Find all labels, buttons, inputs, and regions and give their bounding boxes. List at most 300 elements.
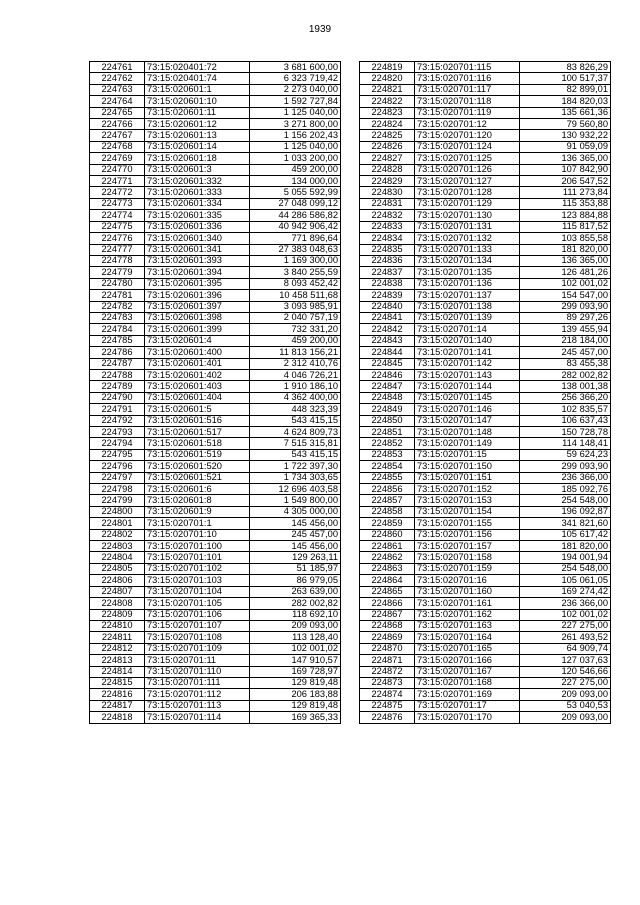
- amount: 1 549 800,00: [250, 495, 341, 506]
- cadastral-number: 73:15:020701:159: [415, 563, 520, 574]
- amount: 150 728,78: [520, 427, 611, 438]
- amount: 83 826,29: [520, 62, 611, 73]
- cadastral-number: 73:15:020701:147: [415, 415, 520, 426]
- row-number: 224866: [360, 598, 415, 609]
- row-number: 224864: [360, 575, 415, 586]
- row-number: 224791: [90, 404, 145, 415]
- table-row: [90, 107, 341, 118]
- row-number: 224807: [90, 586, 145, 597]
- cadastral-number: 73:15:020601:401: [145, 358, 250, 369]
- amount: 4 624 809,73: [250, 427, 341, 438]
- row-number: 224813: [90, 655, 145, 666]
- row-number: 224825: [360, 130, 415, 141]
- amount: 209 093,00: [520, 712, 611, 723]
- amount: 459 200,00: [250, 335, 341, 346]
- row-number: 224786: [90, 347, 145, 358]
- table-row: [360, 392, 611, 403]
- row-number: 224809: [90, 609, 145, 620]
- amount: 89 297,26: [520, 312, 611, 323]
- cadastral-number: 73:15:020601:10: [145, 96, 250, 107]
- table-row: [90, 427, 341, 438]
- row-number: 224785: [90, 335, 145, 346]
- amount: 102 001,02: [520, 278, 611, 289]
- row-number: 224788: [90, 369, 145, 380]
- amount: 27 383 048,63: [250, 244, 341, 255]
- cadastral-number: 73:15:020701:124: [415, 141, 520, 152]
- table-row: [360, 96, 611, 107]
- row-number: 224871: [360, 655, 415, 666]
- amount: 4 362 400,00: [250, 392, 341, 403]
- row-number: 224856: [360, 484, 415, 495]
- row-number: 224781: [90, 290, 145, 301]
- table-row: [90, 632, 341, 643]
- cadastral-number: 73:15:020701:144: [415, 381, 520, 392]
- cadastral-number: 73:15:020701:151: [415, 472, 520, 483]
- table-row: [360, 404, 611, 415]
- table-row: [360, 449, 611, 460]
- table-row: [90, 506, 341, 517]
- table-row: [360, 141, 611, 152]
- row-number: 224824: [360, 119, 415, 130]
- row-number: 224810: [90, 620, 145, 631]
- amount: 1 169 300,00: [250, 255, 341, 266]
- row-number: 224873: [360, 677, 415, 688]
- row-number: 224874: [360, 689, 415, 700]
- table-row: [90, 586, 341, 597]
- cadastral-number: 73:15:020601:397: [145, 301, 250, 312]
- amount: 83 455,38: [520, 358, 611, 369]
- cadastral-number: 73:15:020601:5: [145, 404, 250, 415]
- cadastral-number: 73:15:020601:341: [145, 244, 250, 255]
- row-number: 224811: [90, 632, 145, 643]
- table-row: [90, 575, 341, 586]
- table-row: [90, 518, 341, 529]
- amount: 147 910,57: [250, 655, 341, 666]
- amount: 341 821,60: [520, 518, 611, 529]
- table-row: [90, 472, 341, 483]
- amount: 299 093,90: [520, 461, 611, 472]
- row-number: 224836: [360, 255, 415, 266]
- row-number: 224771: [90, 176, 145, 187]
- cadastral-number: 73:15:020701:140: [415, 335, 520, 346]
- row-number: 224875: [360, 700, 415, 711]
- row-number: 224805: [90, 563, 145, 574]
- cadastral-number: 73:15:020601:520: [145, 461, 250, 472]
- table-row: [360, 290, 611, 301]
- row-number: 224774: [90, 210, 145, 221]
- amount: 129 819,48: [250, 700, 341, 711]
- amount: 282 002,82: [250, 598, 341, 609]
- cadastral-number: 73:15:020701:150: [415, 461, 520, 472]
- row-number: 224820: [360, 73, 415, 84]
- row-number: 224792: [90, 415, 145, 426]
- amount: 107 842,90: [520, 164, 611, 175]
- table-row: [360, 130, 611, 141]
- table-row: [360, 107, 611, 118]
- amount: 194 001,94: [520, 552, 611, 563]
- cadastral-number: 73:15:020701:155: [415, 518, 520, 529]
- amount: 282 002,82: [520, 369, 611, 380]
- amount: 102 001,02: [250, 643, 341, 654]
- amount: 543 415,15: [250, 415, 341, 426]
- row-number: 224848: [360, 392, 415, 403]
- amount: 100 517,37: [520, 73, 611, 84]
- cadastral-number: 73:15:020701:10: [145, 529, 250, 540]
- amount: 127 037,63: [520, 655, 611, 666]
- row-number: 224808: [90, 598, 145, 609]
- row-number: 224762: [90, 73, 145, 84]
- row-number: 224849: [360, 404, 415, 415]
- row-number: 224797: [90, 472, 145, 483]
- amount: 227 275,00: [520, 620, 611, 631]
- table-row: [360, 255, 611, 266]
- amount: 263 639,00: [250, 586, 341, 597]
- table-row: [360, 461, 611, 472]
- amount: 1 592 727,84: [250, 96, 341, 107]
- cadastral-number: 73:15:020701:141: [415, 347, 520, 358]
- amount: 10 458 511,68: [250, 290, 341, 301]
- amount: 181 820,00: [520, 244, 611, 255]
- cadastral-number: 73:15:020701:133: [415, 244, 520, 255]
- amount: 86 979,05: [250, 575, 341, 586]
- amount: 169 728,97: [250, 666, 341, 677]
- table-row: [90, 392, 341, 403]
- amount: 3 093 985,91: [250, 301, 341, 312]
- cadastral-number: 73:15:020701:103: [145, 575, 250, 586]
- amount: 3 271 800,00: [250, 119, 341, 130]
- amount: 196 092,87: [520, 506, 611, 517]
- cadastral-number: 73:15:020701:102: [145, 563, 250, 574]
- row-number: 224839: [360, 290, 415, 301]
- amount: 118 692,10: [250, 609, 341, 620]
- cadastral-number: 73:15:020701:1: [145, 518, 250, 529]
- row-number: 224775: [90, 221, 145, 232]
- table-row: [360, 495, 611, 506]
- amount: 105 617,42: [520, 529, 611, 540]
- table-row: [360, 563, 611, 574]
- row-number: 224821: [360, 84, 415, 95]
- amount: 245 457,00: [250, 529, 341, 540]
- table-row: [360, 586, 611, 597]
- row-number: 224783: [90, 312, 145, 323]
- table-row: [90, 712, 341, 723]
- row-number: 224826: [360, 141, 415, 152]
- table-row: [90, 552, 341, 563]
- table-row: [90, 233, 341, 244]
- table-row: [90, 73, 341, 84]
- cadastral-number: 73:15:020701:104: [145, 586, 250, 597]
- table-row: [90, 301, 341, 312]
- amount: 4 305 000,00: [250, 506, 341, 517]
- cadastral-number: 73:15:020601:399: [145, 324, 250, 335]
- row-number: 224876: [360, 712, 415, 723]
- cadastral-number: 73:15:020701:116: [415, 73, 520, 84]
- table-row: [360, 700, 611, 711]
- cadastral-number: 73:15:020601:18: [145, 153, 250, 164]
- cadastral-number: 73:15:020701:16: [415, 575, 520, 586]
- cadastral-number: 73:15:020601:396: [145, 290, 250, 301]
- row-number: 224869: [360, 632, 415, 643]
- cadastral-number: 73:15:020701:106: [145, 609, 250, 620]
- table-row: [90, 415, 341, 426]
- table-row: [90, 324, 341, 335]
- cadastral-number: 73:15:020701:166: [415, 655, 520, 666]
- right-table: [359, 61, 611, 724]
- amount: 105 061,05: [520, 575, 611, 586]
- table-row: [360, 233, 611, 244]
- table-row: [360, 609, 611, 620]
- table-row: [360, 73, 611, 84]
- row-number: 224795: [90, 449, 145, 460]
- row-number: 224798: [90, 484, 145, 495]
- row-number: 224855: [360, 472, 415, 483]
- cadastral-number: 73:15:020701:170: [415, 712, 520, 723]
- cadastral-number: 73:15:020701:112: [145, 689, 250, 700]
- row-number: 224846: [360, 369, 415, 380]
- row-number: 224778: [90, 255, 145, 266]
- row-number: 224793: [90, 427, 145, 438]
- table-row: [90, 655, 341, 666]
- row-number: 224859: [360, 518, 415, 529]
- cadastral-number: 73:15:020601:404: [145, 392, 250, 403]
- amount: 1 734 303,65: [250, 472, 341, 483]
- cadastral-number: 73:15:020701:125: [415, 153, 520, 164]
- table-row: [360, 438, 611, 449]
- amount: 299 093,90: [520, 301, 611, 312]
- cadastral-number: 73:15:020701:114: [145, 712, 250, 723]
- table-row: [360, 84, 611, 95]
- amount: 115 353,88: [520, 198, 611, 209]
- row-number: 224800: [90, 506, 145, 517]
- row-number: 224812: [90, 643, 145, 654]
- cadastral-number: 73:15:020601:394: [145, 267, 250, 278]
- cadastral-number: 73:15:020601:521: [145, 472, 250, 483]
- table-row: [360, 518, 611, 529]
- amount: 169 274,42: [520, 586, 611, 597]
- row-number: 224822: [360, 96, 415, 107]
- table-row: [360, 278, 611, 289]
- table-row: [360, 176, 611, 187]
- row-number: 224773: [90, 198, 145, 209]
- amount: 136 365,00: [520, 153, 611, 164]
- row-number: 224765: [90, 107, 145, 118]
- table-row: [90, 358, 341, 369]
- table-row: [90, 609, 341, 620]
- cadastral-number: 73:15:020601:4: [145, 335, 250, 346]
- amount: 12 696 403,58: [250, 484, 341, 495]
- row-number: 224865: [360, 586, 415, 597]
- amount: 236 366,00: [520, 472, 611, 483]
- table-row: [90, 529, 341, 540]
- table-row: [90, 598, 341, 609]
- table-row: [360, 381, 611, 392]
- cadastral-number: 73:15:020701:149: [415, 438, 520, 449]
- cadastral-number: 73:15:020701:145: [415, 392, 520, 403]
- cadastral-number: 73:15:020701:169: [415, 689, 520, 700]
- amount: 206 547,52: [520, 176, 611, 187]
- cadastral-number: 73:15:020701:153: [415, 495, 520, 506]
- cadastral-number: 73:15:020701:134: [415, 255, 520, 266]
- amount: 2 273 040,00: [250, 84, 341, 95]
- table-row: [360, 164, 611, 175]
- table-row: [90, 484, 341, 495]
- table-row: [90, 369, 341, 380]
- row-number: 224872: [360, 666, 415, 677]
- table-row: [360, 689, 611, 700]
- amount: 102 001,02: [520, 609, 611, 620]
- amount: 51 185,97: [250, 563, 341, 574]
- table-row: [90, 563, 341, 574]
- row-number: 224766: [90, 119, 145, 130]
- amount: 254 548,00: [520, 563, 611, 574]
- row-number: 224796: [90, 461, 145, 472]
- row-number: 224823: [360, 107, 415, 118]
- row-number: 224828: [360, 164, 415, 175]
- table-row: [90, 278, 341, 289]
- row-number: 224854: [360, 461, 415, 472]
- cadastral-number: 73:15:020701:126: [415, 164, 520, 175]
- table-row: [360, 677, 611, 688]
- amount: 209 093,00: [250, 620, 341, 631]
- cadastral-number: 73:15:020701:165: [415, 643, 520, 654]
- cadastral-number: 73:15:020701:135: [415, 267, 520, 278]
- amount: 114 148,41: [520, 438, 611, 449]
- table-row: [360, 632, 611, 643]
- table-row: [90, 96, 341, 107]
- table-row: [360, 358, 611, 369]
- amount: 732 331,20: [250, 324, 341, 335]
- cadastral-number: 73:15:020701:164: [415, 632, 520, 643]
- table-row: [90, 267, 341, 278]
- cadastral-number: 73:15:020601:518: [145, 438, 250, 449]
- cadastral-number: 73:15:020601:395: [145, 278, 250, 289]
- cadastral-number: 73:15:020701:108: [145, 632, 250, 643]
- table-row: [90, 221, 341, 232]
- cadastral-number: 73:15:020701:130: [415, 210, 520, 221]
- row-number: 224840: [360, 301, 415, 312]
- amount: 3 681 600,00: [250, 62, 341, 73]
- table-row: [360, 210, 611, 221]
- table-row: [90, 290, 341, 301]
- cadastral-number: 73:15:020701:139: [415, 312, 520, 323]
- cadastral-number: 73:15:020701:119: [415, 107, 520, 118]
- cadastral-number: 73:15:020701:111: [145, 677, 250, 688]
- amount: 261 493,52: [520, 632, 611, 643]
- amount: 2 040 757,19: [250, 312, 341, 323]
- table-row: [360, 655, 611, 666]
- amount: 40 942 906,42: [250, 221, 341, 232]
- table-row: [360, 198, 611, 209]
- cadastral-number: 73:15:020701:110: [145, 666, 250, 677]
- row-number: 224819: [360, 62, 415, 73]
- amount: 227 275,00: [520, 677, 611, 688]
- row-number: 224844: [360, 347, 415, 358]
- cadastral-number: 73:15:020601:1: [145, 84, 250, 95]
- table-row: [360, 506, 611, 517]
- table-row: [90, 187, 341, 198]
- row-number: 224853: [360, 449, 415, 460]
- cadastral-number: 73:15:020601:519: [145, 449, 250, 460]
- cadastral-number: 73:15:020701:154: [415, 506, 520, 517]
- row-number: 224857: [360, 495, 415, 506]
- table-row: [90, 643, 341, 654]
- amount: 256 366,20: [520, 392, 611, 403]
- amount: 134 000,00: [250, 176, 341, 187]
- row-number: 224817: [90, 700, 145, 711]
- table-row: [90, 381, 341, 392]
- row-number: 224794: [90, 438, 145, 449]
- row-number: 224862: [360, 552, 415, 563]
- table-row: [90, 495, 341, 506]
- cadastral-number: 73:15:020701:12: [415, 119, 520, 130]
- cadastral-number: 73:15:020601:8: [145, 495, 250, 506]
- table-row: [90, 700, 341, 711]
- cadastral-number: 73:15:020701:118: [415, 96, 520, 107]
- row-number: 224799: [90, 495, 145, 506]
- row-number: 224768: [90, 141, 145, 152]
- row-number: 224787: [90, 358, 145, 369]
- amount: 145 456,00: [250, 541, 341, 552]
- table-row: [360, 666, 611, 677]
- cadastral-number: 73:15:020701:152: [415, 484, 520, 495]
- amount: 91 059,09: [520, 141, 611, 152]
- row-number: 224801: [90, 518, 145, 529]
- cadastral-number: 73:15:020701:162: [415, 609, 520, 620]
- row-number: 224833: [360, 221, 415, 232]
- row-number: 224761: [90, 62, 145, 73]
- row-number: 224835: [360, 244, 415, 255]
- cadastral-number: 73:15:020601:335: [145, 210, 250, 221]
- cadastral-number: 73:15:020601:333: [145, 187, 250, 198]
- row-number: 224852: [360, 438, 415, 449]
- amount: 111 273,84: [520, 187, 611, 198]
- amount: 136 365,00: [520, 255, 611, 266]
- cadastral-number: 73:15:020701:101: [145, 552, 250, 563]
- cadastral-number: 73:15:020601:340: [145, 233, 250, 244]
- table-row: [360, 244, 611, 255]
- amount: 120 546,66: [520, 666, 611, 677]
- table-row: [360, 529, 611, 540]
- amount: 129 263,11: [250, 552, 341, 563]
- row-number: 224782: [90, 301, 145, 312]
- table-row: [360, 427, 611, 438]
- amount: 79 560,80: [520, 119, 611, 130]
- cadastral-number: 73:15:020701:127: [415, 176, 520, 187]
- cadastral-number: 73:15:020701:117: [415, 84, 520, 95]
- amount: 11 813 156,21: [250, 347, 341, 358]
- table-row: [360, 301, 611, 312]
- row-number: 224818: [90, 712, 145, 723]
- table-row: [90, 541, 341, 552]
- table-row: [360, 324, 611, 335]
- amount: 184 820,03: [520, 96, 611, 107]
- cadastral-number: 73:15:020701:158: [415, 552, 520, 563]
- table-row: [90, 689, 341, 700]
- table-row: [90, 312, 341, 323]
- amount: 123 884,88: [520, 210, 611, 221]
- row-number: 224860: [360, 529, 415, 540]
- row-number: 224838: [360, 278, 415, 289]
- row-number: 224770: [90, 164, 145, 175]
- table-row: [90, 210, 341, 221]
- row-number: 224767: [90, 130, 145, 141]
- row-number: 224829: [360, 176, 415, 187]
- row-number: 224772: [90, 187, 145, 198]
- cadastral-number: 73:15:020701:167: [415, 666, 520, 677]
- cadastral-number: 73:15:020701:14: [415, 324, 520, 335]
- amount: 1 125 040,00: [250, 141, 341, 152]
- row-number: 224834: [360, 233, 415, 244]
